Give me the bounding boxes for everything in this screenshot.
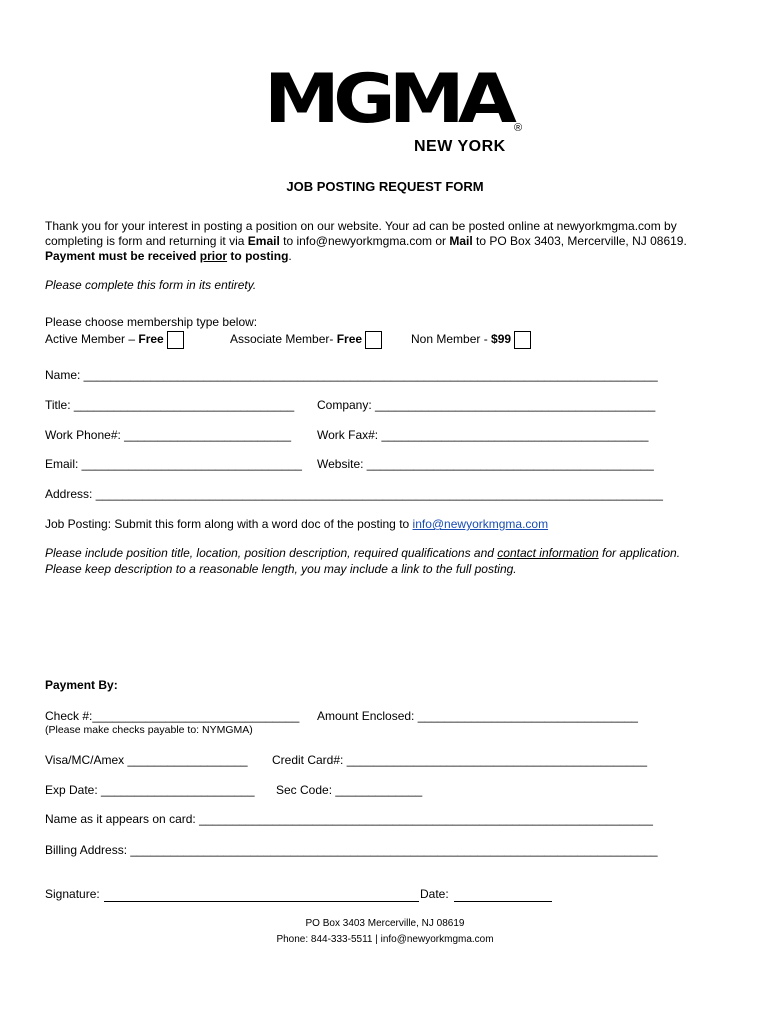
intro-line-3: Payment must be received prior to posting. [45, 249, 292, 263]
instructions-line-2: Please keep description to a reasonable length, you may include a link to the full posting. [45, 562, 517, 576]
check-number-field[interactable]: Check #:_______________________________ [45, 709, 300, 723]
intro-line-1: Thank you for your interest in posting a position on our website. Your ad can be posted online at newyorkmgma.com by [45, 219, 677, 233]
membership-non-member: Non Member - $99 [411, 331, 531, 349]
logo-subtitle: NEW YORK [414, 138, 506, 155]
title-field[interactable]: Title: _________________________________ [45, 398, 295, 412]
website-field[interactable]: Website: ___________________________________________ [317, 457, 654, 471]
footer-address: PO Box 3403 Mercerville, NJ 08619 [305, 918, 465, 929]
address-field[interactable]: Address: _____________________________________________________________________________________ [45, 487, 663, 501]
payment-heading: Payment By: [45, 678, 118, 692]
work-phone-field[interactable]: Work Phone#: _________________________ [45, 428, 291, 442]
associate-member-checkbox[interactable] [365, 331, 382, 349]
company-field[interactable]: Company: __________________________________________ [317, 398, 656, 412]
sec-code-field[interactable]: Sec Code: _____________ [276, 783, 423, 797]
card-type-field[interactable]: Visa/MC/Amex __________________ [45, 753, 248, 767]
non-member-checkbox[interactable] [514, 331, 531, 349]
check-payable-note: (Please make checks payable to: NYMGMA) [45, 724, 253, 736]
signature-line[interactable] [104, 901, 419, 902]
logo-registered-mark: ® [514, 122, 523, 134]
credit-card-field[interactable]: Credit Card#: _____________________________________________ [272, 753, 648, 767]
active-member-checkbox[interactable] [167, 331, 184, 349]
name-field[interactable]: Name: ______________________________________________________________________________________ [45, 368, 658, 382]
intro-line-2: completing is form and returning it via Email to info@newyorkmgma.com or Mail to PO Box 3403, Mercerville, NJ 08619. [45, 234, 687, 248]
name-on-card-field[interactable]: Name as it appears on card: ____________________________________________________________________ [45, 812, 653, 826]
job-posting-instructions: Job Posting: Submit this form along with a word doc of the posting to info@newyorkmgma.com [45, 517, 549, 531]
membership-prompt: Please choose membership type below: [45, 315, 258, 329]
amount-enclosed-field[interactable]: Amount Enclosed: _________________________________ [317, 709, 638, 723]
email-field[interactable]: Email: _________________________________ [45, 457, 302, 471]
signature-label: Signature: [45, 887, 100, 901]
work-fax-field[interactable]: Work Fax#: ________________________________________ [317, 428, 649, 442]
membership-associate: Associate Member- Free [230, 331, 382, 349]
footer-contact: Phone: 844-333-5511 | info@newyorkmgma.com [276, 934, 494, 945]
mgma-logo [264, 60, 526, 158]
date-line[interactable] [454, 901, 552, 902]
membership-active: Active Member – Free [45, 331, 184, 349]
logo-main-text: MGMA [264, 60, 511, 139]
date-label: Date: [420, 887, 449, 901]
instructions-line-1: Please include position title, location, position description, required qualifications and contact information for application. [45, 546, 681, 560]
billing-address-field[interactable]: Billing Address: _______________________________________________________________________________ [45, 843, 658, 857]
job-posting-email-link[interactable]: info@newyorkmgma.com [412, 517, 549, 531]
exp-date-field[interactable]: Exp Date: _______________________ [45, 783, 255, 797]
complete-note: Please complete this form in its entirety. [45, 278, 257, 292]
page-title: JOB POSTING REQUEST FORM [286, 179, 484, 194]
